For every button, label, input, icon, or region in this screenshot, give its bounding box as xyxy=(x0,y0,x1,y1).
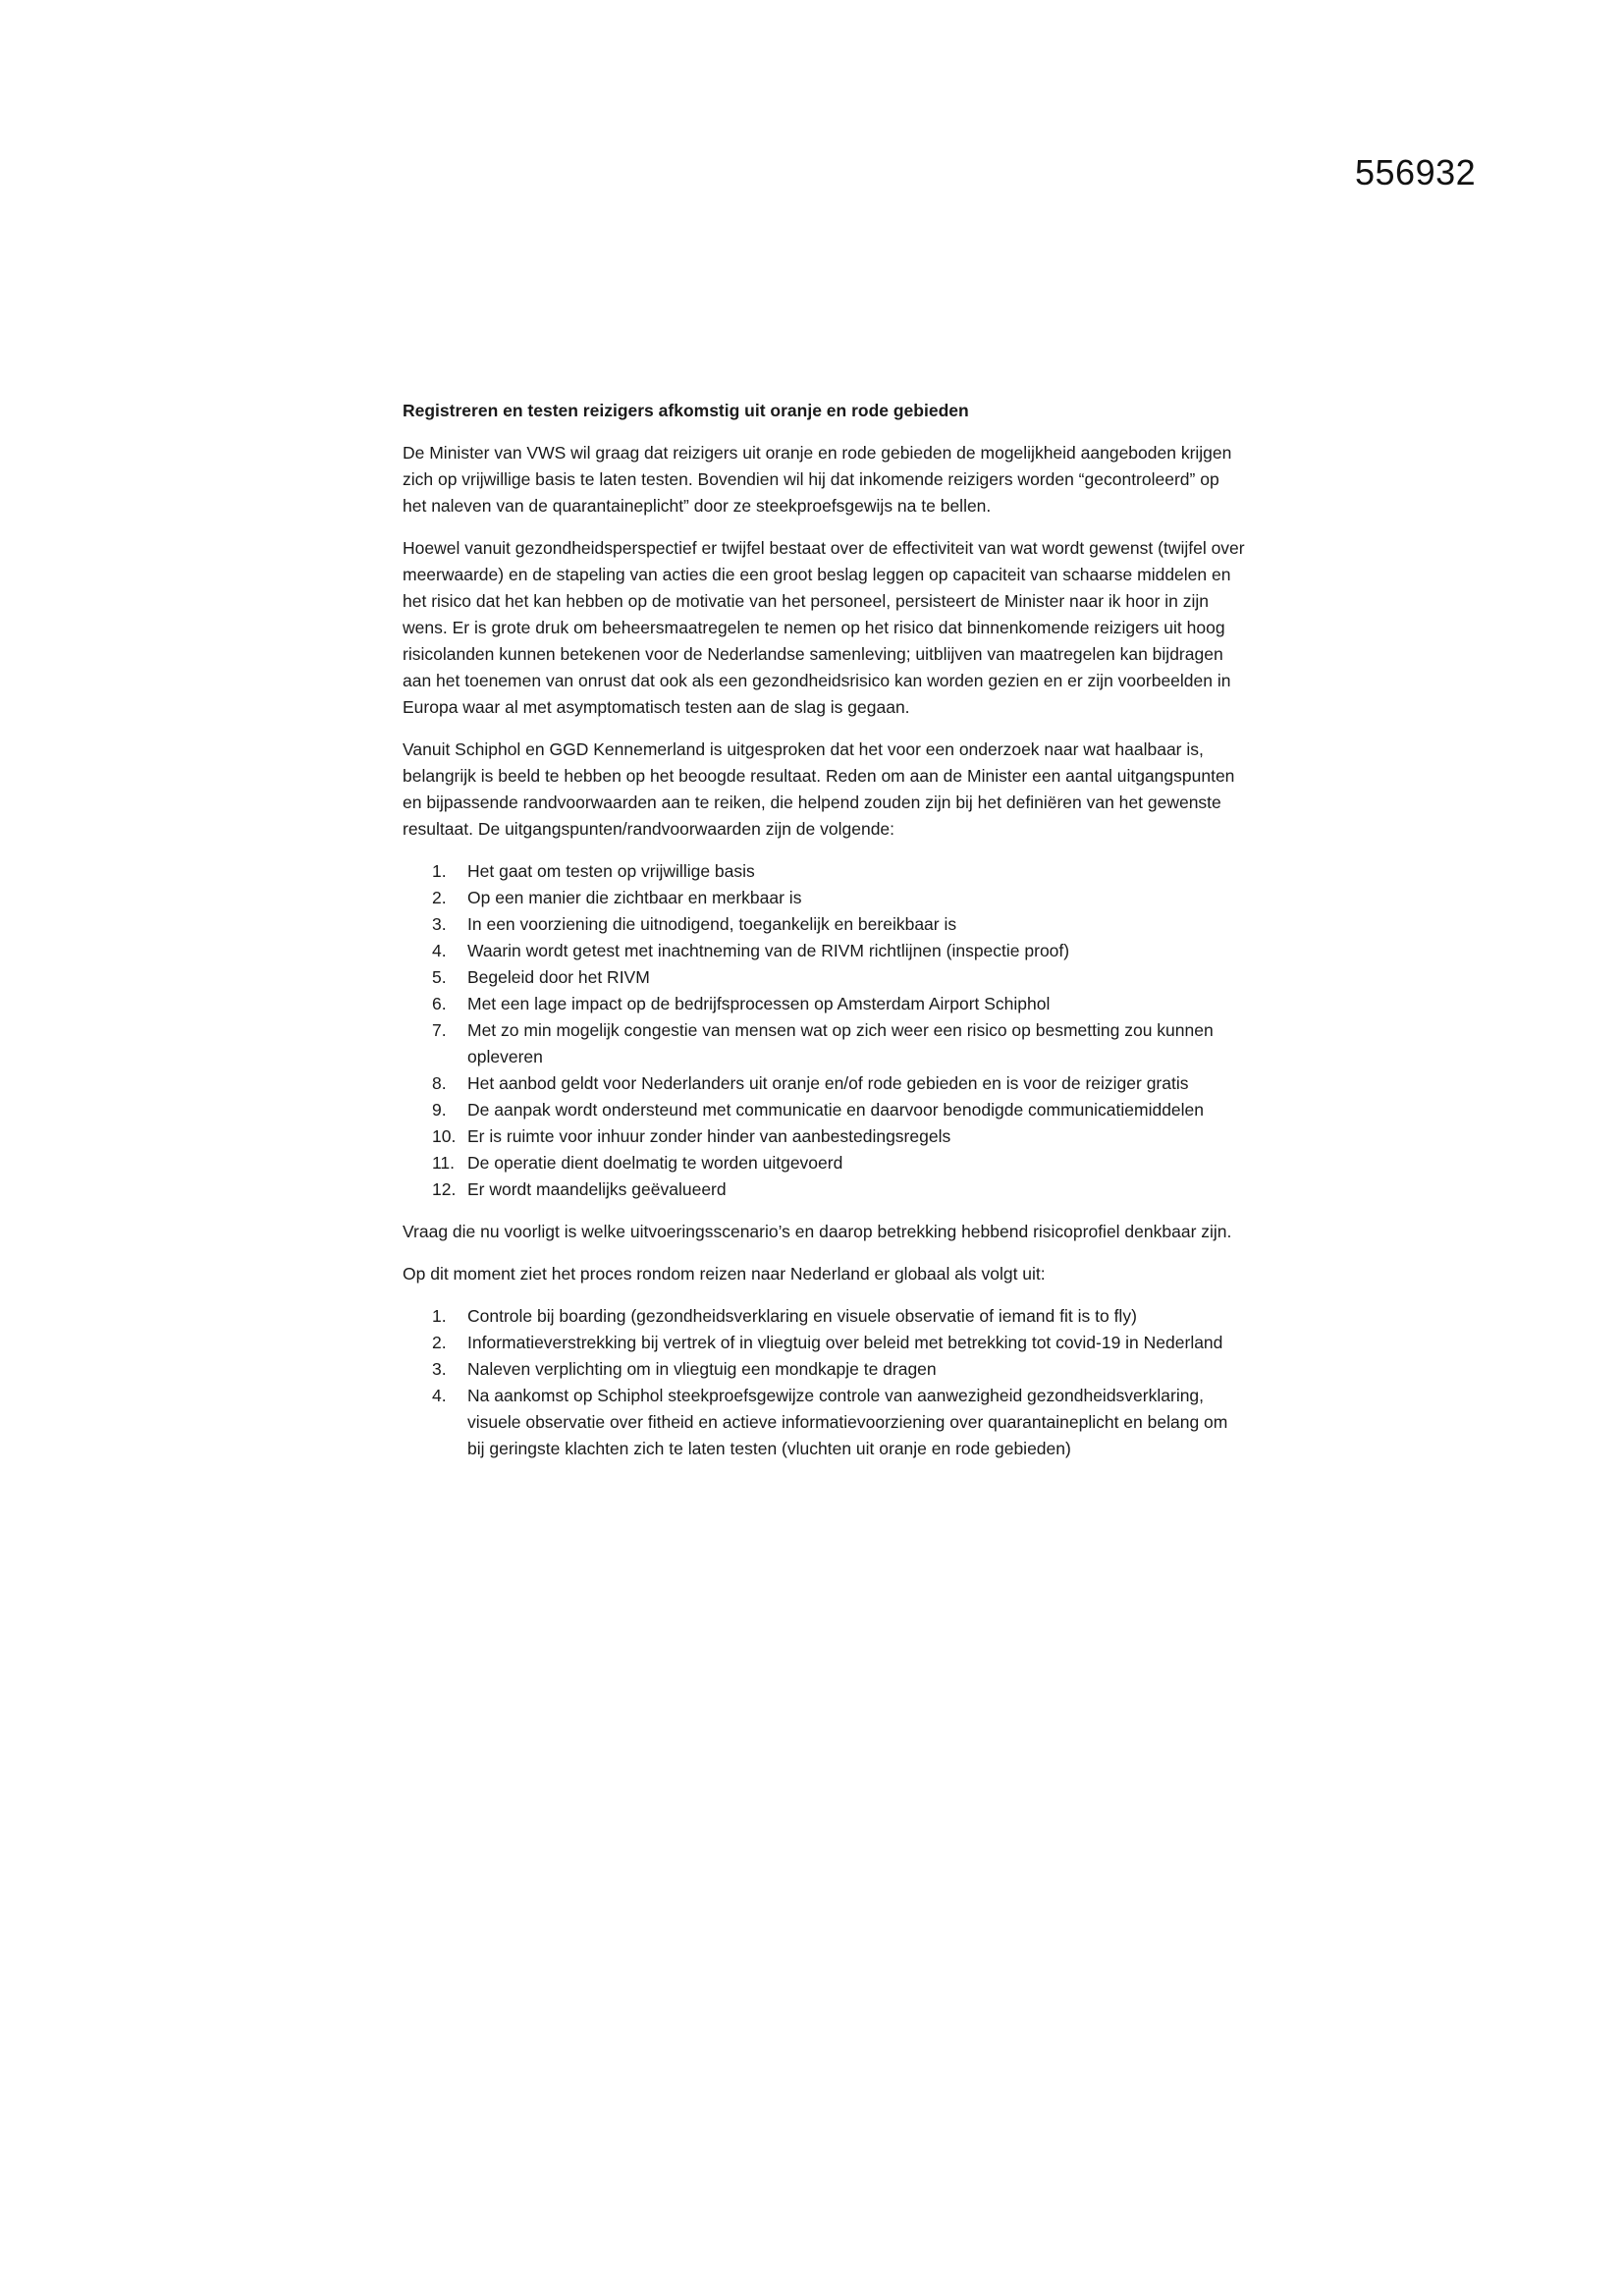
list-item-text: Er is ruimte voor inhuur zonder hinder van aanbestedingsregels xyxy=(467,1126,951,1146)
list-item-text: In een voorziening die uitnodigend, toegankelijk en bereikbaar is xyxy=(467,914,957,934)
paragraph-intro: De Minister van VWS wil graag dat reizigers uit oranje en rode gebieden de mogelijkheid aangeboden krijgen zich op vrijwillige basis te laten testen. Bovendien wil hij dat inkomende reizigers worden “gecontroleerd” op het naleven van de quarantaineplicht” door ze steekproefsgewijs na te bellen. xyxy=(403,443,1232,516)
list-item-text: De operatie dient doelmatig te worden uitgevoerd xyxy=(467,1153,843,1173)
list-item xyxy=(403,1176,1247,1203)
document-number: 556932 xyxy=(1355,152,1477,192)
list-item-text: Begeleid door het RIVM xyxy=(467,967,650,987)
paragraph-question: Vraag die nu voorligt is welke uitvoeringsscenario’s en daarop betrekking hebbend risicoprofiel denkbaar zijn. xyxy=(403,1222,1232,1241)
list-number: 4. xyxy=(432,1386,447,1405)
list-number: 2. xyxy=(432,1333,447,1352)
list-item-text: Het gaat om testen op vrijwillige basis xyxy=(467,861,755,881)
paragraph-process: Op dit moment ziet het proces rondom reizen naar Nederland er globaal als volgt uit: xyxy=(403,1264,1046,1284)
list-item-text: Met zo min mogelijk congestie van mensen wat op zich weer een risico op besmetting zou kunnen opleveren xyxy=(467,1020,1214,1066)
document-body xyxy=(403,398,1247,1478)
list-item xyxy=(403,938,1247,964)
document-title: Registreren en testen reizigers afkomstig uit oranje en rode gebieden xyxy=(403,401,969,420)
list-number: 3. xyxy=(432,914,447,934)
process-list xyxy=(403,1303,1247,1462)
list-item-text: Waarin wordt getest met inachtneming van de RIVM richtlijnen (inspectie proof) xyxy=(467,941,1070,960)
list-item-text: Het aanbod geldt voor Nederlanders uit oranje en/of rode gebieden en is voor de reiziger gratis xyxy=(467,1073,1189,1093)
list-number: 10. xyxy=(432,1126,457,1146)
list-item-text: Met een lage impact op de bedrijfsprocessen op Amsterdam Airport Schiphol xyxy=(467,994,1051,1013)
list-item xyxy=(403,1123,1247,1150)
list-number: 11. xyxy=(432,1153,456,1173)
list-item xyxy=(403,964,1247,991)
list-item xyxy=(403,1356,1247,1383)
list-number: 5. xyxy=(432,967,447,987)
list-item xyxy=(403,1383,1247,1462)
list-item xyxy=(403,1330,1247,1356)
list-item xyxy=(403,1097,1247,1123)
list-number: 8. xyxy=(432,1073,447,1093)
list-number: 1. xyxy=(432,861,447,881)
list-item-text: Na aankomst op Schiphol steekproefsgewijze controle van aanwezigheid gezondheidsverklaring, visuele observatie over fitheid en actieve informatievoorziening over quarantaineplicht en belang om bij geringste klachten zich te laten testen (vluchten uit oranje en rode gebieden) xyxy=(467,1386,1228,1458)
list-number: 4. xyxy=(432,941,447,960)
list-number: 7. xyxy=(432,1020,447,1040)
list-number: 3. xyxy=(432,1359,447,1379)
list-item xyxy=(403,1150,1247,1176)
list-number: 9. xyxy=(432,1100,447,1120)
list-item-text: Naleven verplichting om in vliegtuig een mondkapje te dragen xyxy=(467,1359,937,1379)
list-item xyxy=(403,1017,1247,1070)
uitgangspunten-list xyxy=(403,858,1247,1203)
list-item-text: Op een manier die zichtbaar en merkbaar is xyxy=(467,888,802,907)
list-item-text: Informatieverstrekking bij vertrek of in vliegtuig over beleid met betrekking tot covid-19 in Nederland xyxy=(467,1333,1223,1352)
list-number: 1. xyxy=(432,1306,447,1326)
paragraph-schiphol: Vanuit Schiphol en GGD Kennemerland is uitgesproken dat het voor een onderzoek naar wat haalbaar is, belangrijk is beeld te hebben op het beoogde resultaat. Reden om aan de Minister een aantal uitgangspunten en bijpassende randvoorwaarden aan te reiken, die helpend zouden zijn bij het definiëren van het gewenste resultaat. De uitgangspunten/randvoorwaarden zijn de volgende: xyxy=(403,739,1235,839)
list-number: 12. xyxy=(432,1179,457,1199)
list-item xyxy=(403,911,1247,938)
list-item xyxy=(403,1070,1247,1097)
list-number: 6. xyxy=(432,994,447,1013)
list-item xyxy=(403,858,1247,885)
list-item-text: Er wordt maandelijks geëvalueerd xyxy=(467,1179,727,1199)
list-item-text: De aanpak wordt ondersteund met communicatie en daarvoor benodigde communicatiemiddelen xyxy=(467,1100,1205,1120)
list-item xyxy=(403,885,1247,911)
list-item xyxy=(403,991,1247,1017)
list-item-text: Controle bij boarding (gezondheidsverklaring en visuele observatie of iemand fit is to fly) xyxy=(467,1306,1137,1326)
list-item xyxy=(403,1303,1247,1330)
paragraph-context: Hoewel vanuit gezondheidsperspectief er twijfel bestaat over de effectiviteit van wat wordt gewenst (twijfel over meerwaarde) en de stapeling van acties die een groot beslag leggen op capaciteit van schaarse middelen en het risico dat het kan hebben op de motivatie van het personeel, persisteert de Minister naar ik hoor in zijn wens. Er is grote druk om beheersmaatregelen te nemen op het risico dat binnenkomende reizigers uit hoog risicolanden kunnen betekenen voor de Nederlandse samenleving; uitblijven van maatregelen kan bijdragen aan het toenemen van onrust dat ook als een gezondheidsrisico kan worden gezien en er zijn voorbeelden in Europa waar al met asymptomatisch testen aan de slag is gegaan. xyxy=(403,538,1245,717)
list-number: 2. xyxy=(432,888,447,907)
